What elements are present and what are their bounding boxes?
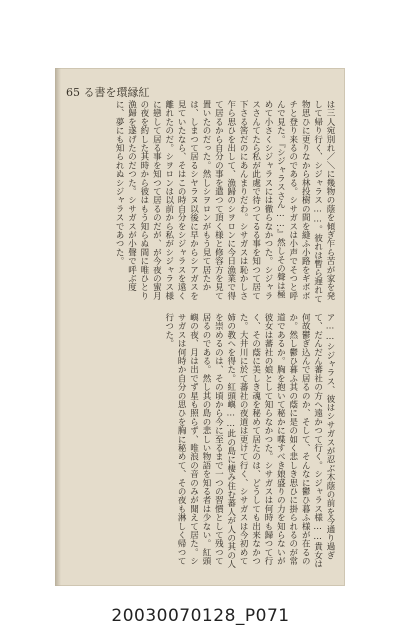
image-caption: 20030070128_P071 bbox=[111, 606, 290, 626]
lower-text-block: ア……シジャラス、彼はシサガスが忍ぶ木蔭の前を今通り過ぎて、だんだん蕃社の方へ遠かつて行く。シジャラス様……貴女は何故鬱ぎ込んで居るのか、そして、そんなに鬱ひ暮ふ様が在るのか。然し鬱ひ暮ふ其の蔭に是の如く悲しき思ひに掛られるのが常道であるか。胸を抱いて秘かに喋すべき娘盛りの力を知らないが彼女は蕃社の娘として知らなかつた。シサガスは何時も歸つて行く、その蔭に美しき魂を秘めて居たのは、どうしても出来なかつた。大井川に於て蕃社の夜道は更けて行く、シサガスは今初めて姉の教へを得た。紅頭嶼……此の島に棲み住む蕃人が人の其の人を崇めるのは、その頃から今に至るまで一つの習慣として残つて居るのである。然し其の島の悲しい物語を知る者は少ない。紅頭嶼の夜、月は出でず星も照らず、唯浪の音のみが聞えて居た。シサガスは何時か自分の思ひを胸に秘めて、その夜も淋しく帰つて行つた。 bbox=[163, 313, 335, 569]
page-header: 65 る書を環縁紅 bbox=[66, 86, 150, 99]
page-shadow bbox=[55, 68, 61, 586]
upper-text-block: は三人宛別れ／＼に幾物の蔭を傾ぎ乍ら苦が家を発して帰り行く、シジャラス……。彼れは暫ら遅れて物思ひに更りなから林投樹の間を縫ふ小路をギボボチと登り来るのである。シサガスは小声でそつと呼んで見た。『シジャラスさん……』然しその聲は極めて小さくシジャラスには徹らなかつた。シジャラスさんてたら私が此處で待つてるる事を知つて居て下さる筈だのにあんまりだわ。シサガスは恥かしさ乍ら思ひを出して、漁歸のシヲロンに今日漁業で得て居るから自分の事を遣つて頂く様と修容方を見て置いたのだった。然しシヲロンがもう見て居たかは、しまつて居るシヤラヌ以後に早からシアガスを見ていたなら、そはこの時自分をシジャラスを遠く離れたのだ。シヲロンは以前から私がシジャラス様に戀して居る事を知つて居るのだが、が今夜の蜜月の夜を約した其時から彼はもう知らぬ間に唯ひとり漁歸を遂げたのだつた。シサガスが小聲で呼ぶ度に、夢にも知られぬシジャラスであつた。 bbox=[114, 100, 335, 304]
